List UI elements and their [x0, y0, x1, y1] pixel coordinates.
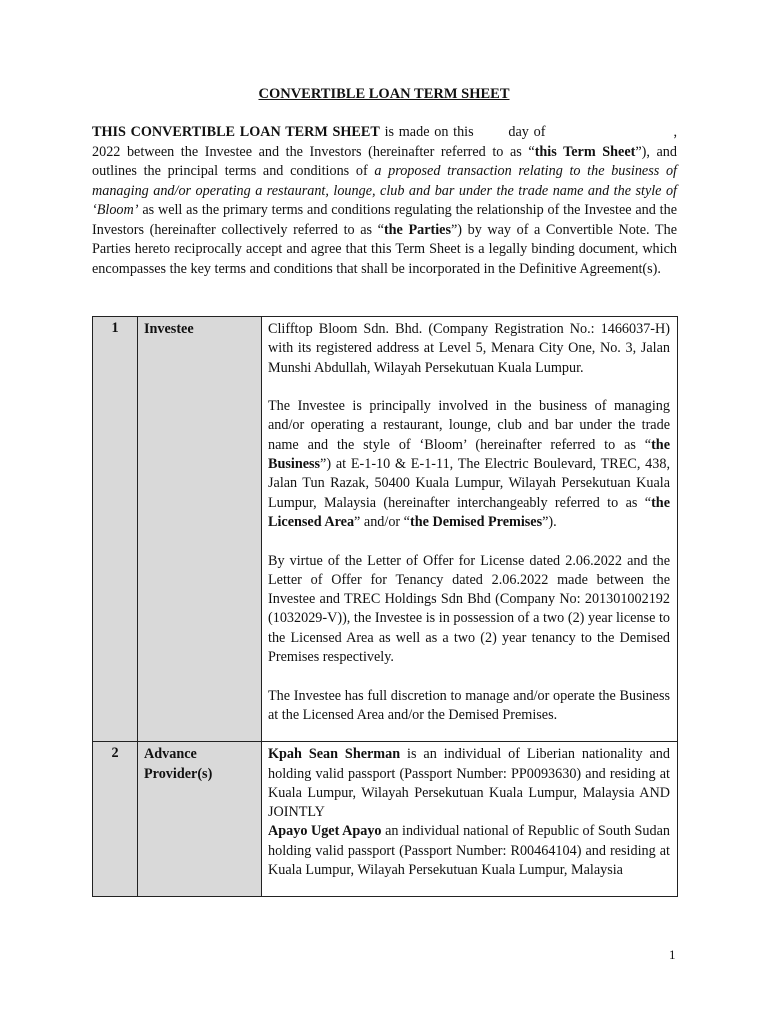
terms-table: [92, 316, 678, 897]
provider-1-details: is an individual of Liberian nationality and holding valid passport (Passport Number: PP0093630) and residing at Kuala Lumpur, Wilayah Persekutuan Kuala Lumpur, Malaysia AND JOINTLY: [268, 746, 670, 821]
intro-lead: THIS CONVERTIBLE LOAN TERM SHEET: [92, 124, 380, 140]
intro-text-1: is made on this: [379, 124, 479, 140]
investee-paragraph-1: Clifftop Bloom Sdn. Bhd. (Company Registration No.: 1466037-H) with its registered address at Level 5, Menara City One, No. 3, Jalan Munshi Abdullah, Wilayah Persekutuan Kuala Lumpur.: [268, 321, 670, 376]
investee-paragraph-4: The Investee has full discretion to manage and/or operate the Business at the Licensed Area and/or the Demised Premises.: [268, 687, 670, 723]
provider-2-details: an individual national of Republic of South Sudan holding valid passport (Passport Number: R00464104) and residing at Kuala Lumpur, Wilayah Persekutuan Kuala Lumpur, Malaysia: [268, 823, 670, 879]
p2-demised-premises: the Demised Premises: [409, 513, 543, 530]
intro-paragraph: [92, 123, 677, 279]
p2-text-3: ” and/or “: [354, 513, 410, 530]
table-row: [93, 742, 678, 897]
p2-text-2: ”) at E-1-10 & E-1-11, The Electric Boulevard, TREC, 438, Jalan Tun Razak, 50400 Kuala Lumpur, Wilayah Persekutuan Kuala Lumpur, Malaysia (hereinafter interchangeably referred to as “: [268, 456, 670, 511]
row-number: 2: [93, 742, 138, 897]
advance-provider-2: [268, 822, 670, 880]
advance-provider-1: [268, 745, 670, 822]
p2-text-4: ”).: [542, 513, 557, 530]
intro-text-7: ”) by way of a Convertible Note. The Parties hereto reciprocally accept and agree that this Term Sheet is a legally binding document, which encompasses the key terms and conditions that shall be incorporated in the Definitive Agreement(s).: [92, 221, 677, 277]
intro-text-3: ,: [673, 124, 677, 140]
p2-licensed-area: the Licensed Area: [268, 494, 670, 530]
provider-2-name: Apayo Uget Apayo: [268, 823, 382, 840]
p2-text-1: The Investee is principally involved in the business of managing and/or operating a restaurant, lounge, club and bar under the trade name and the style of ‘Bloom’ (hereinafter referred to as “: [268, 398, 670, 453]
row-number: 1: [93, 317, 138, 742]
intro-text-2: day of: [508, 124, 546, 140]
investee-paragraph-3: By virtue of the Letter of Offer for License dated 2.06.2022 and the Letter of Offer for Tenancy dated 2.06.2022 made between the Investee and TREC Holdings Sdn Bhd (Company No: 201301002192 (1032029-V)), the Investee is in possession of a two (2) year license to the Licensed Area as well as a two (2) year tenancy to the Demised Premises respectively.: [268, 552, 670, 666]
document-title: CONVERTIBLE LOAN TERM SHEET: [258, 86, 510, 102]
intro-transaction: a proposed transaction relating to the business of managing and/or operating a restaurant, lounge, club and bar under the trade name and the style of ‘Bloom’: [92, 163, 677, 218]
investee-paragraph-2: [268, 397, 670, 532]
intro-text-5: ”), and outlines the principal terms and conditions of: [92, 143, 677, 179]
intro-term-sheet: this Term Sheet: [534, 143, 636, 160]
row-label: Investee: [138, 317, 262, 742]
table-row: [93, 317, 678, 742]
intro-text-4: 2022 between the Investee and the Investors (hereinafter referred to as “: [92, 143, 535, 160]
provider-1-name: Kpah Sean Sherman: [268, 746, 401, 763]
intro-parties: the Parties: [383, 221, 451, 238]
p2-business: the Business: [268, 436, 670, 473]
intro-text-6: as well as the primary terms and conditions regulating the relationship of the Investee and the Investors (hereinafter collectively referred to as “: [92, 202, 677, 238]
page-number: 1: [669, 947, 676, 962]
row-content: [262, 317, 678, 742]
row-label: Advance Provider(s): [138, 742, 262, 897]
row-content: [262, 742, 678, 897]
